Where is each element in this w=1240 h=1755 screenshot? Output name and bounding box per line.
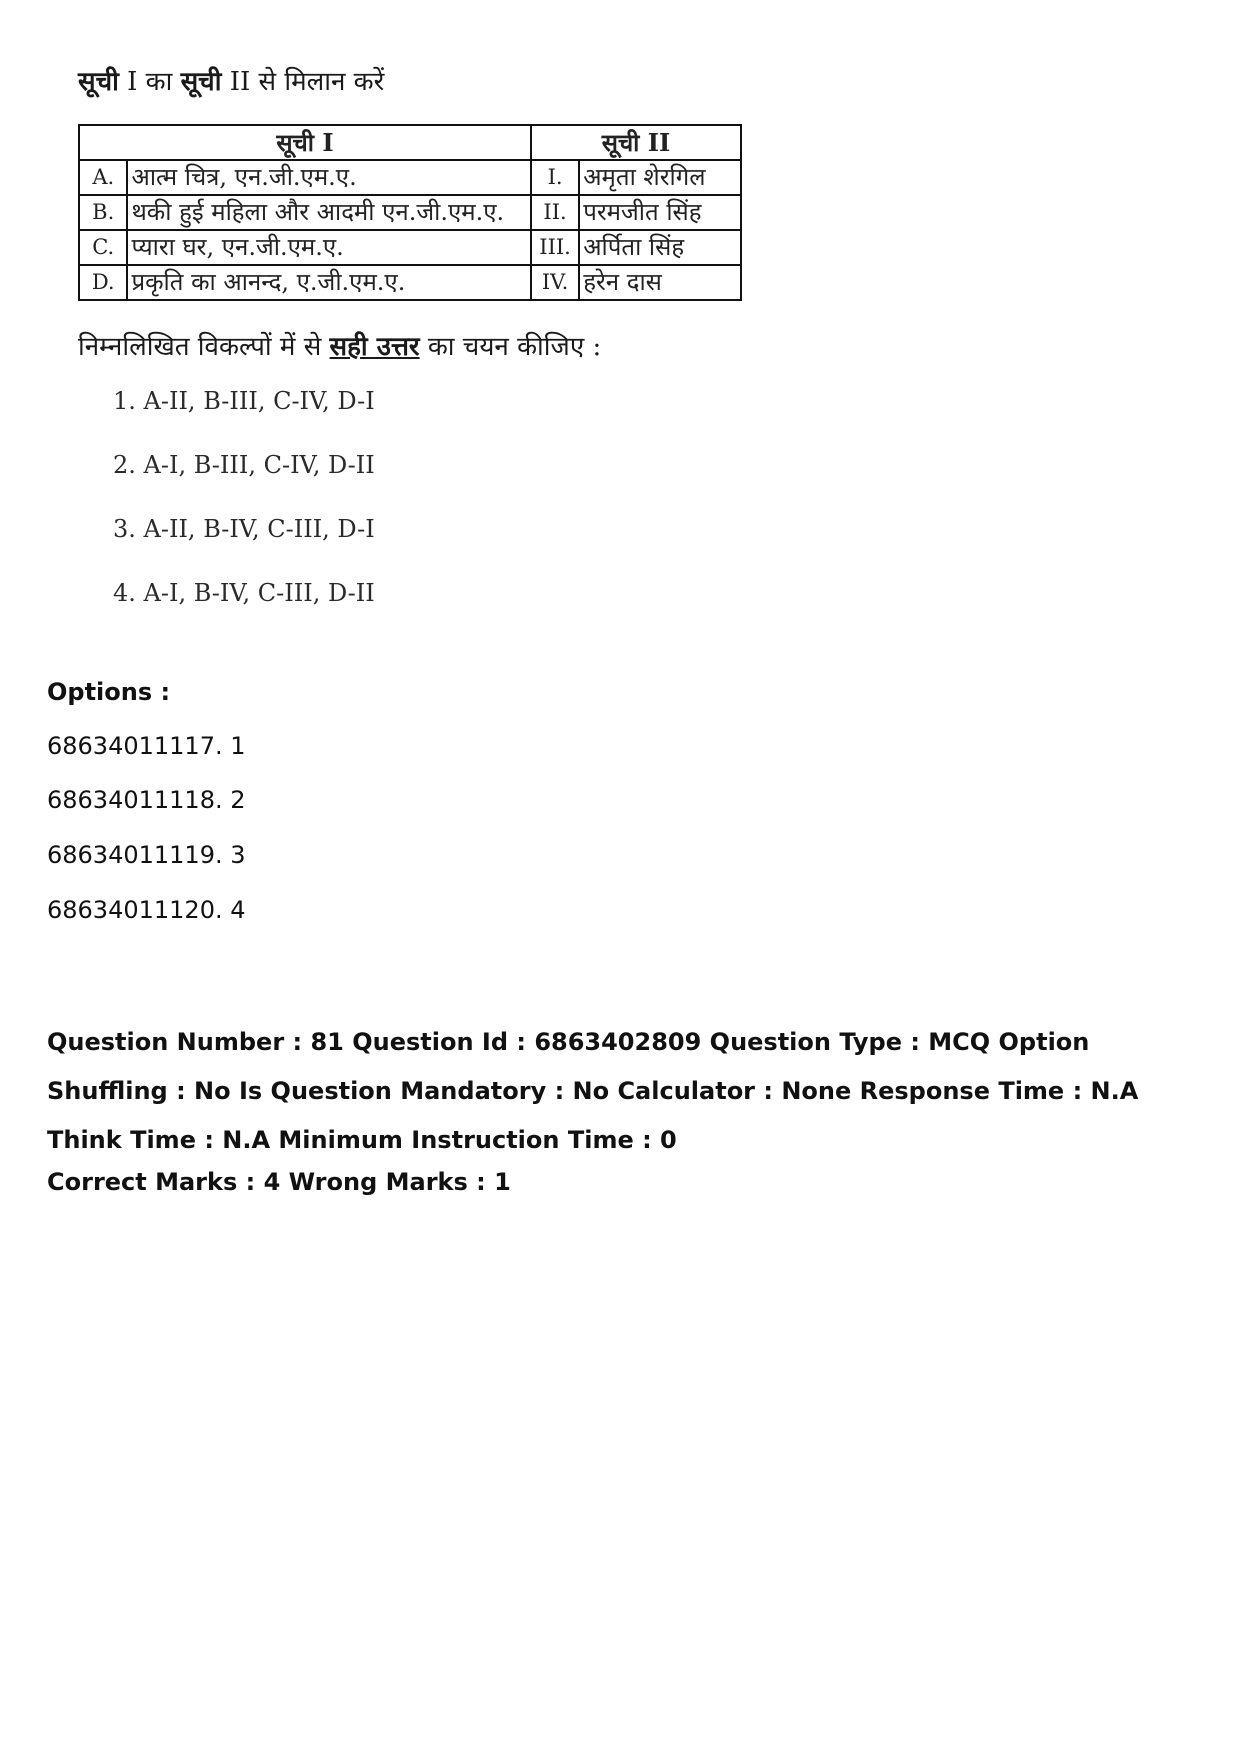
row-val2: परमजीत सिंह <box>579 195 741 230</box>
heading-text-b: II से मिलान करें <box>221 67 385 97</box>
row-val1: थकी हुई महिला और आदमी एन.जी.एम.ए. <box>127 195 530 230</box>
row-key2: III. <box>531 230 579 265</box>
row-val1: प्रकृति का आनन्द, ए.जी.एम.ए. <box>127 265 530 300</box>
question-info: Question Number : 81 Question Id : 6863402809 Question Type : MCQ Option Shuffling : No Is Question Mandatory : No Calculator : None Response Time : N.A Think Time : N.A Minimum Instruction Time : 0 <box>47 1028 1139 1154</box>
row-key1: C. <box>79 230 127 265</box>
row-key2: I. <box>531 160 579 195</box>
heading-list2: सूची <box>180 67 222 97</box>
row-key2: IV. <box>531 265 579 300</box>
table-row <box>79 195 741 230</box>
question-instruction <box>78 327 758 367</box>
table-row <box>79 265 741 300</box>
row-val1: प्यारा घर, एन.जी.एम.ए. <box>127 230 530 265</box>
instruction-emphasis: सही उत्तर <box>329 332 420 362</box>
instruction-prefix: निम्नलिखित विकल्पों में से <box>78 332 330 362</box>
question-image <box>78 60 758 637</box>
heading-text-a: I का <box>118 67 181 97</box>
row-val2: अमृता शेरगिल <box>579 160 741 195</box>
row-val2: अर्पिता सिंह <box>579 230 741 265</box>
choice-item: 3. A-II, B-IV, C-III, D-I <box>113 515 375 543</box>
choice-item: 1. A-II, B-III, C-IV, D-I <box>113 387 375 415</box>
header-list1: सूची I <box>79 125 531 160</box>
row-key1: A. <box>79 160 127 195</box>
question-heading <box>78 60 758 104</box>
marks-info: Correct Marks : 4 Wrong Marks : 1 <box>47 1168 511 1196</box>
header-list2: सूची II <box>531 125 741 160</box>
table-row <box>79 230 741 265</box>
heading-list1: सूची <box>78 67 119 97</box>
row-val2: हरेन दास <box>579 265 741 300</box>
match-table <box>78 124 742 301</box>
answer-choices <box>113 381 758 637</box>
option-item: 68634011119. 3 <box>47 841 246 869</box>
row-key1: D. <box>79 265 127 300</box>
row-key2: II. <box>531 195 579 230</box>
option-item: 68634011120. 4 <box>47 896 246 924</box>
row-key1: B. <box>79 195 127 230</box>
choice-item: 2. A-I, B-III, C-IV, D-II <box>113 451 375 479</box>
row-val1: आत्म चित्र, एन.जी.एम.ए. <box>127 160 530 195</box>
option-item: 68634011117. 1 <box>47 732 246 760</box>
instruction-suffix: का चयन कीजिए : <box>419 332 602 362</box>
choice-item: 4. A-I, B-IV, C-III, D-II <box>113 579 375 607</box>
table-header-row <box>79 125 741 160</box>
table-row <box>79 160 741 195</box>
options-title: Options : <box>47 678 171 706</box>
option-item: 68634011118. 2 <box>47 786 246 814</box>
